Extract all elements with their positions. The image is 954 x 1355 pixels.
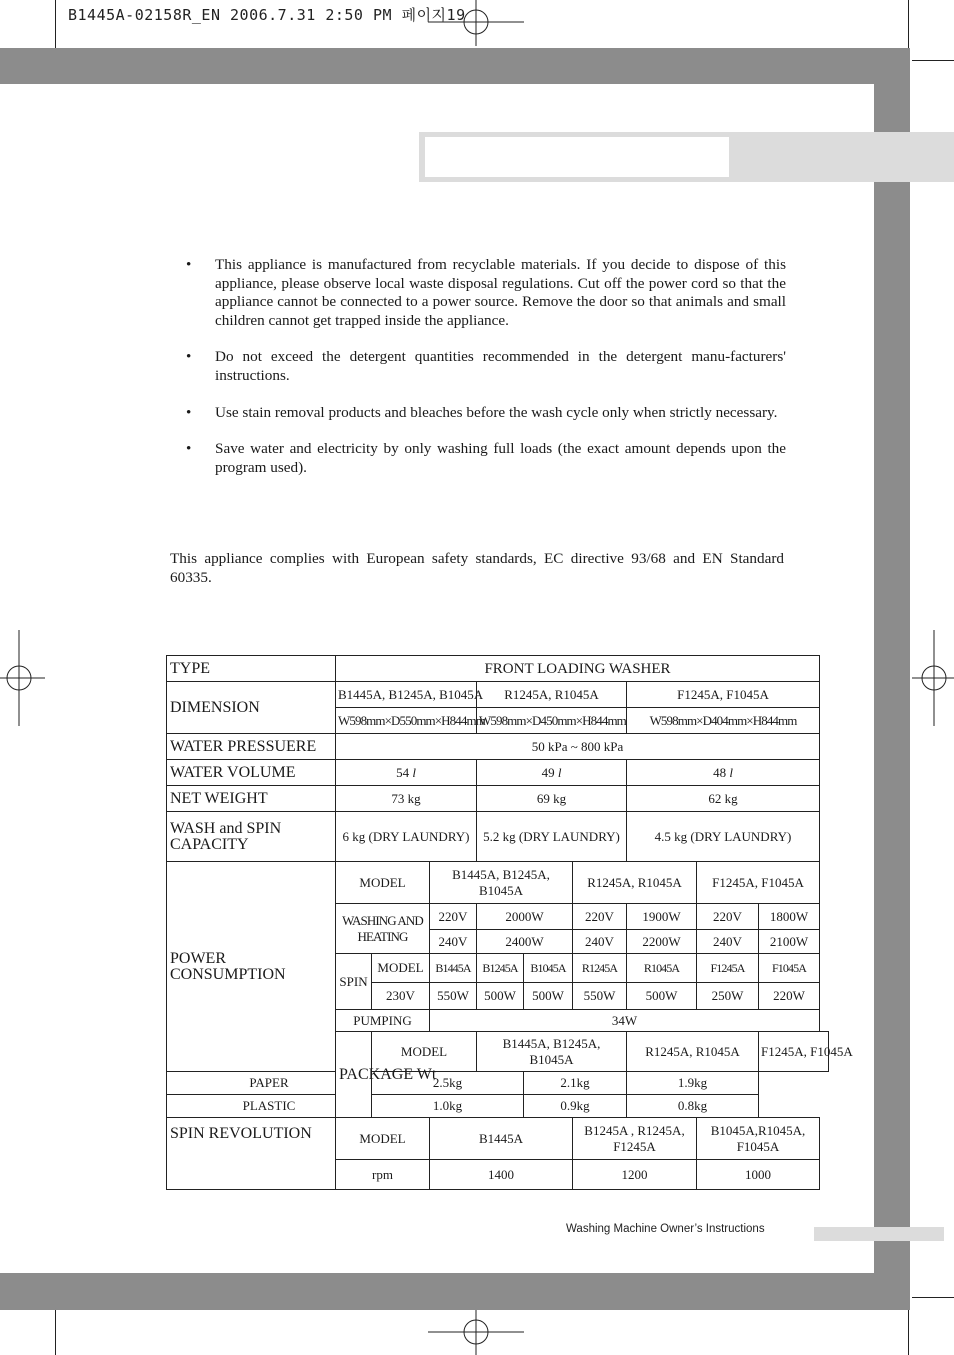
plastic-label: PLASTIC [167, 1095, 372, 1118]
plastic-value: 0.8kg [627, 1095, 759, 1118]
paper-value: 2.5kg [372, 1072, 524, 1095]
table-row [167, 862, 829, 904]
crop-mark [55, 1310, 56, 1355]
model-label: MODEL [336, 1118, 430, 1160]
table-row [167, 734, 829, 760]
wh-value: 1800W [759, 904, 820, 930]
crop-mark [912, 60, 954, 61]
dimension-model: R1245A, R1045A [477, 682, 627, 708]
table-row [167, 1118, 829, 1160]
wh-value: 240V [697, 930, 759, 954]
type-label: TYPE [167, 656, 336, 682]
wh-value: 2100W [759, 930, 820, 954]
table-row [167, 656, 829, 682]
footer-title: Washing Machine Owner’s Instructions [566, 1223, 765, 1235]
power-model: F1245A, F1045A [697, 862, 820, 904]
spin-watt: 500W [477, 983, 524, 1010]
registration-mark-icon [0, 630, 45, 726]
wh-value: 2400W [477, 930, 573, 954]
water-pressure-value: 50 kPa ~ 800 kPa [336, 734, 820, 760]
spin-model: B1045A [524, 954, 573, 983]
water-volume-value: 48 l [627, 760, 820, 786]
dimension-label: DIMENSION [167, 682, 336, 734]
net-weight-label: NET WEIGHT [167, 786, 336, 812]
table-row [167, 786, 829, 812]
page-number-tab [814, 1227, 944, 1241]
spin-watt: 220W [759, 983, 820, 1010]
spin-label: SPIN [336, 954, 372, 1010]
spin-model: F1045A [759, 954, 820, 983]
rpm-value: 1000 [697, 1160, 820, 1190]
registration-mark-icon [912, 630, 954, 726]
package-model: F1245A, F1045A [759, 1032, 829, 1072]
dimension-value: W598mm×D550mm×H844mm [336, 708, 477, 734]
bullet-icon: • [186, 403, 192, 421]
package-model: B1445A, B1245A, B1045A [477, 1032, 627, 1072]
file-header-label: B1445A-02158R_EN 2006.7.31 2:50 PM 페이지19 [68, 6, 466, 24]
spin-watt: 250W [697, 983, 759, 1010]
capacity-value: 5.2 kg (DRY LAUNDRY) [477, 812, 627, 862]
specification-table [166, 655, 853, 1190]
wh-value: 240V [573, 930, 627, 954]
spin-model-label: MODEL [372, 954, 430, 983]
spin-rev-model: B1245A , R1245A, F1245A [573, 1118, 697, 1160]
table-row [167, 812, 829, 862]
wh-value: 1900W [627, 904, 697, 930]
dimension-value: W598mm×D450mm×H844mm [477, 708, 627, 734]
paper-value: 2.1kg [524, 1072, 627, 1095]
rpm-value: 1200 [573, 1160, 697, 1190]
crop-mark [908, 0, 909, 48]
water-volume-label: WATER VOLUME [167, 760, 336, 786]
spin-watt: 550W [430, 983, 477, 1010]
spin-model: R1245A [573, 954, 627, 983]
table-row [167, 682, 829, 708]
model-label: MODEL [336, 862, 430, 904]
crop-mark [912, 1297, 954, 1298]
section-title-tab [733, 132, 954, 182]
rpm-label: rpm [336, 1160, 430, 1190]
table-row [167, 1072, 829, 1095]
wh-value: 240V [430, 930, 477, 954]
bullet-item: • Do not exceed the detergent quantities recommended in the detergent manu-facturers' instructions. [186, 348, 786, 384]
plastic-value: 0.9kg [524, 1095, 627, 1118]
section-title-box-inner [425, 137, 729, 177]
plastic-value: 1.0kg [372, 1095, 524, 1118]
washing-heating-label: WASHING AND HEATING [336, 904, 430, 954]
wh-value: 2200W [627, 930, 697, 954]
package-model: R1245A, R1045A [627, 1032, 759, 1072]
dimension-model: B1445A, B1245A, B1045A [336, 682, 477, 708]
spin-model: R1045A [627, 954, 697, 983]
net-weight-value: 73 kg [336, 786, 477, 812]
spin-voltage: 230V [372, 983, 430, 1010]
paper-value: 1.9kg [627, 1072, 759, 1095]
wh-value: 2000W [477, 904, 573, 930]
bullet-icon: • [186, 440, 192, 458]
capacity-label: WASH and SPIN CAPACITY [167, 812, 336, 862]
crop-mark [55, 0, 56, 48]
bullet-icon: • [186, 348, 192, 366]
bullet-icon: • [186, 256, 192, 273]
capacity-value: 6 kg (DRY LAUNDRY) [336, 812, 477, 862]
spin-model: B1245A [477, 954, 524, 983]
spin-model: B1445A [430, 954, 477, 983]
net-weight-value: 62 kg [627, 786, 820, 812]
crop-mark [908, 1310, 909, 1355]
power-consumption-label: POWER CONSUMPTION [167, 862, 336, 1072]
model-label: MODEL [372, 1032, 477, 1072]
page-frame-bottom [0, 1273, 910, 1310]
water-volume-value: 49 l [477, 760, 627, 786]
spin-watt: 500W [524, 983, 573, 1010]
registration-mark-icon [428, 1310, 524, 1355]
package-weight-label: PACKAGE Wt [336, 1032, 372, 1118]
capacity-value: 4.5 kg (DRY LAUNDRY) [627, 812, 820, 862]
table-row [167, 760, 829, 786]
type-value: FRONT LOADING WASHER [336, 656, 820, 682]
water-pressure-label: WATER PRESSUERE [167, 734, 336, 760]
spin-model: F1245A [697, 954, 759, 983]
spin-rev-model: B1445A [430, 1118, 573, 1160]
dimension-value: W598mm×D404mm×H844mm [627, 708, 820, 734]
rpm-value: 1400 [430, 1160, 573, 1190]
spin-revolution-label: SPIN REVOLUTION [167, 1118, 336, 1190]
bullet-item: • This appliance is manufactured from recyclable materials. If you decide to dispose of this appliance, please observe local waste disposal regulations. Cut off the power cord so that the appliance cannot be connected to a power source. Remove the door so that animals and small children cannot get trapped inside the appliance. [186, 256, 786, 329]
bullet-item: • Use stain removal products and bleaches before the wash cycle only when strictly necessary. [186, 403, 778, 421]
spin-rev-model: B1045A,R1045A, F1045A [697, 1118, 820, 1160]
net-weight-value: 69 kg [477, 786, 627, 812]
power-model: B1445A, B1245A, B1045A [430, 862, 573, 904]
environment-bullets [170, 256, 786, 495]
page-frame-right [874, 48, 910, 1310]
pumping-value: 34W [430, 1010, 820, 1032]
table-row [167, 1095, 829, 1118]
wh-value: 220V [430, 904, 477, 930]
wh-value: 220V [697, 904, 759, 930]
pumping-label: PUMPING [336, 1010, 430, 1032]
wh-value: 220V [573, 904, 627, 930]
bullet-item: • Save water and electricity by only washing full loads (the exact amount depends upon the program used). [186, 440, 786, 476]
spin-watt: 500W [627, 983, 697, 1010]
compliance-statement: This appliance complies with European safety standards, EC directive 93/68 and EN Standard 60335. [170, 550, 784, 586]
spin-watt: 550W [573, 983, 627, 1010]
dimension-model: F1245A, F1045A [627, 682, 820, 708]
paper-label: PAPER [167, 1072, 372, 1095]
power-model: R1245A, R1045A [573, 862, 697, 904]
water-volume-value: 54 l [336, 760, 477, 786]
page-frame-top [0, 48, 910, 84]
